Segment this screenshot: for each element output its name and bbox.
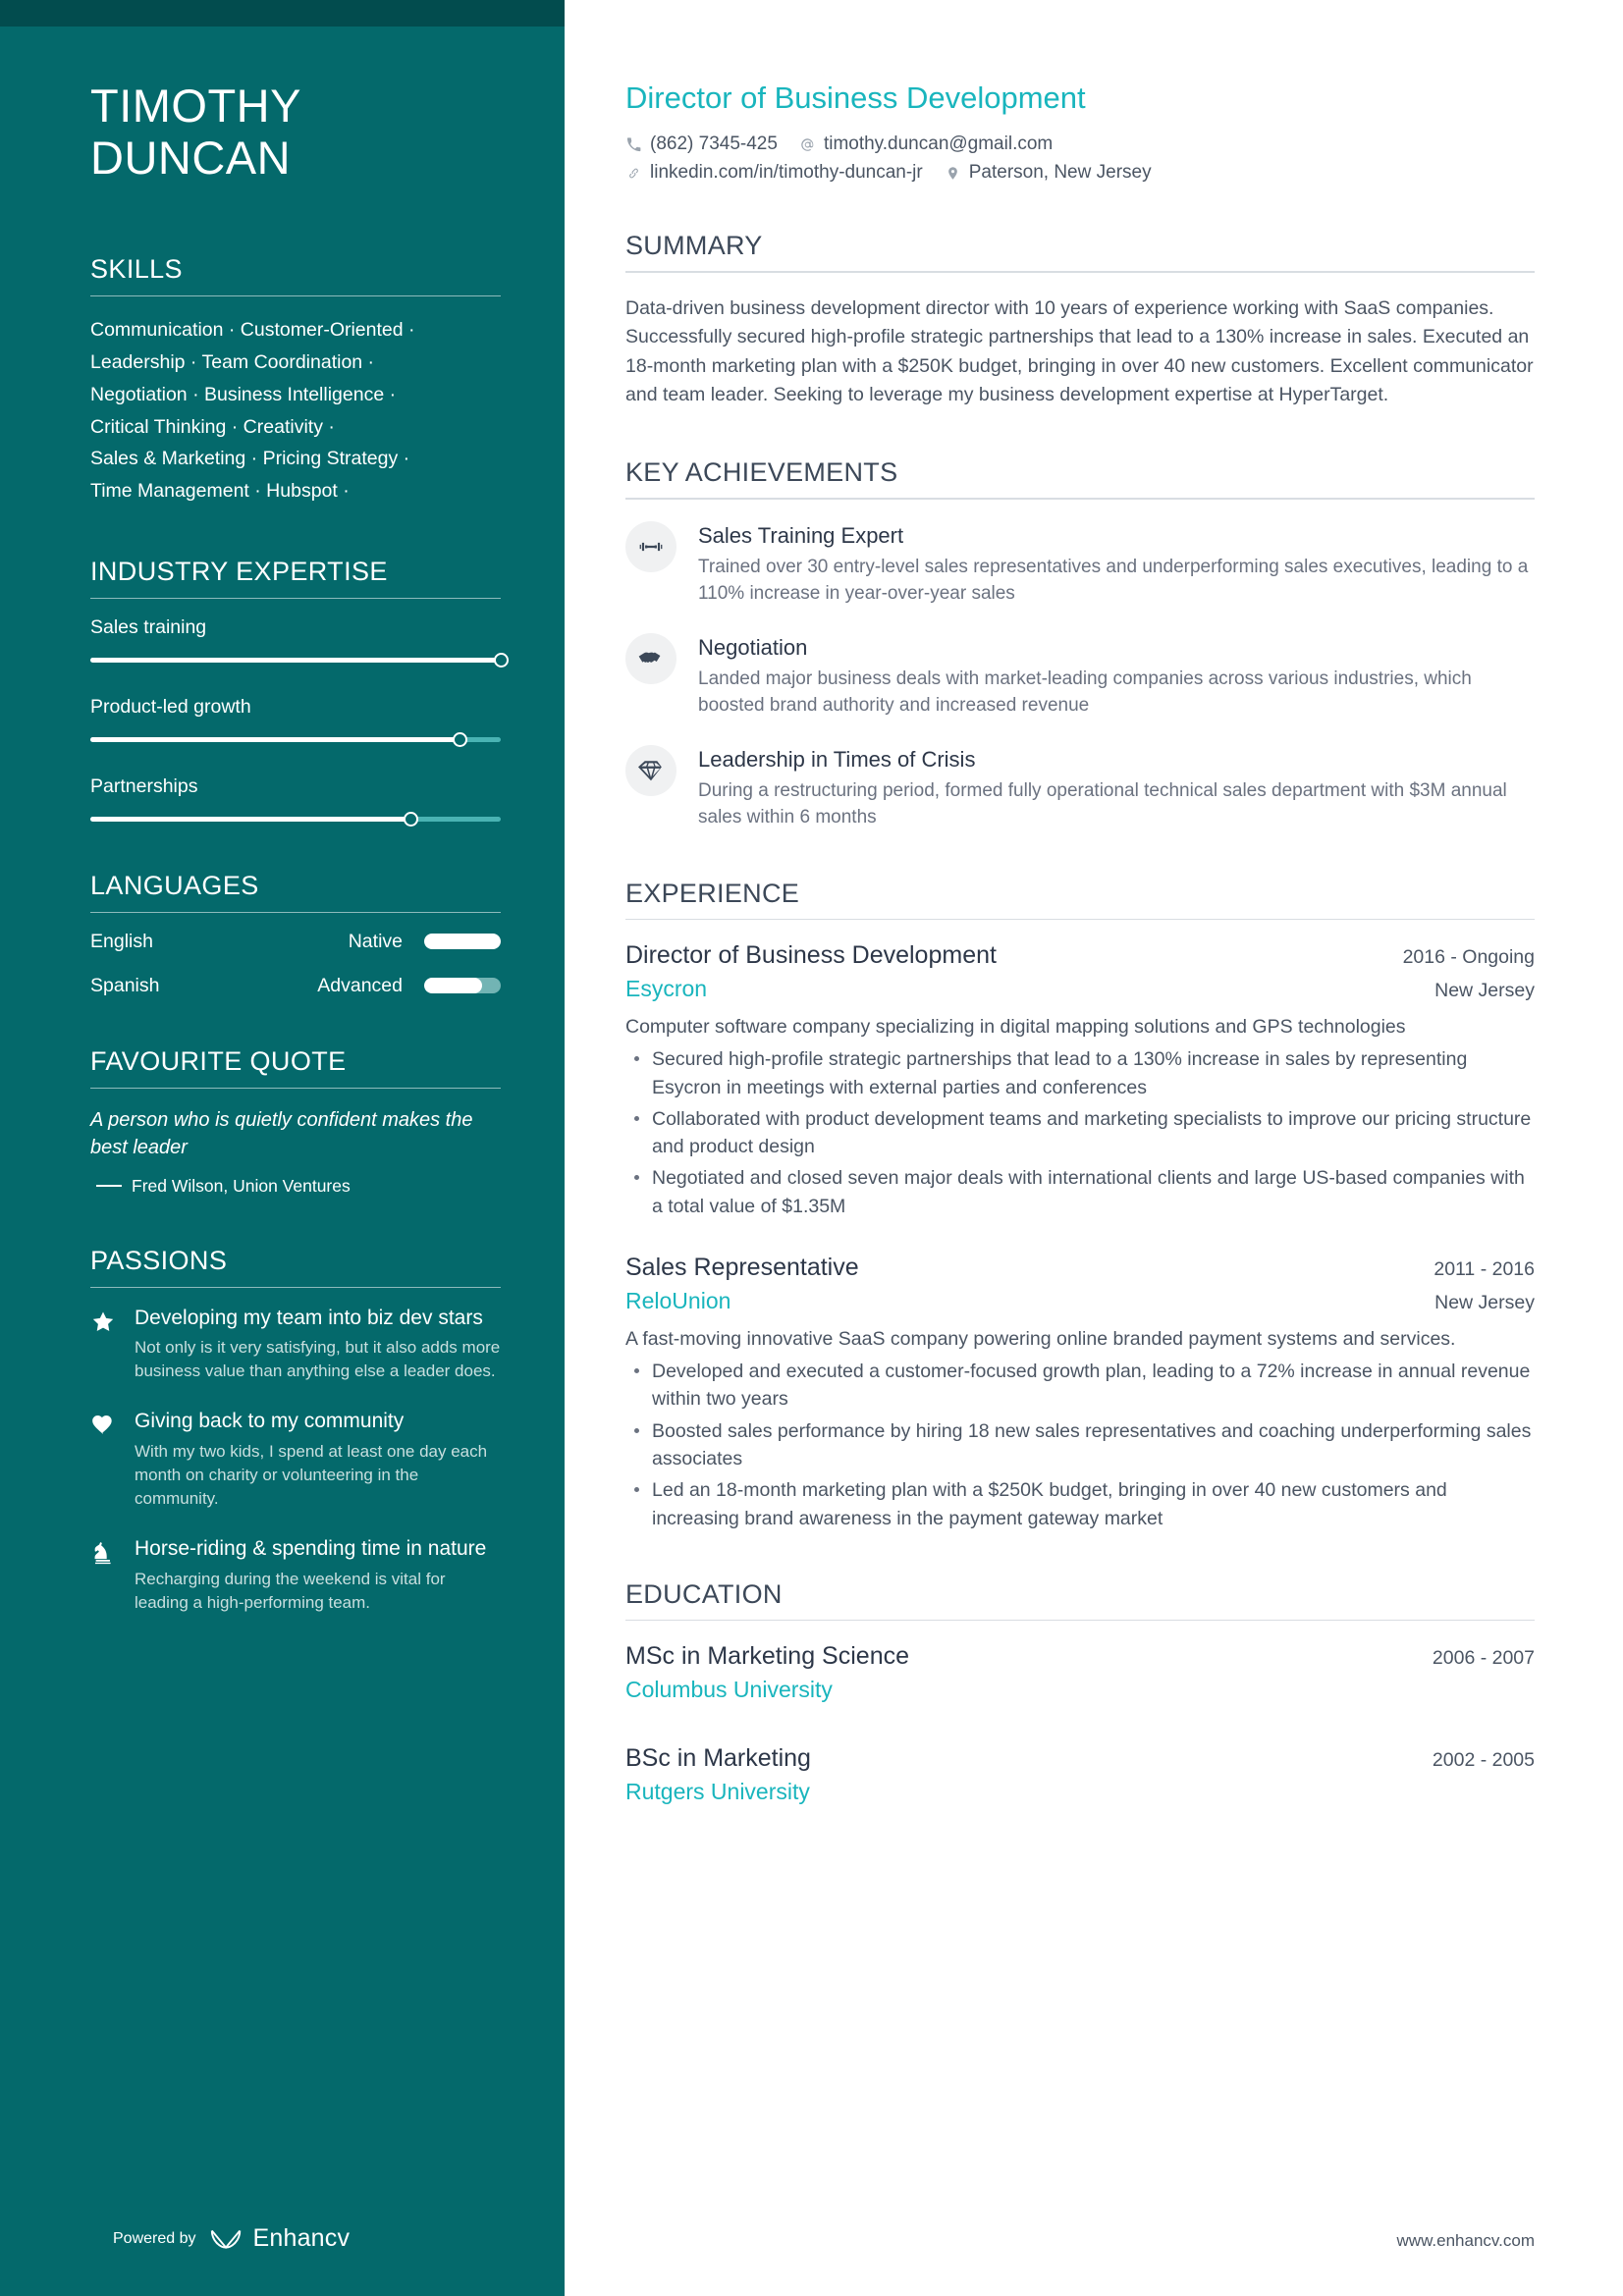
passion-description: Recharging during the weekend is vital for leading a high-performing team. [135, 1570, 446, 1613]
education-degree: BSc in Marketing [625, 1744, 811, 1773]
expertise-slider [90, 775, 501, 822]
education-entry [625, 1744, 1535, 1805]
skills-list [90, 314, 501, 507]
achievement-item [625, 745, 1535, 831]
industry-expertise-divider [90, 598, 501, 599]
powered-by-enhancv [113, 2224, 350, 2253]
key-achievements-heading: KEY ACHIEVEMENTS [625, 457, 898, 488]
powered-by-label: Powered by [113, 2229, 196, 2247]
languages-divider [90, 912, 501, 913]
language-name: English [90, 930, 153, 952]
experience-bullets [625, 1358, 1535, 1532]
experience-company: Esycron [625, 976, 708, 1002]
experience-bullet: Led an 18-month marketing plan with a $250K budget, bringing in over 40 new customers and increasing brand awareness in the payment gateway market [625, 1476, 1535, 1532]
experience-role: Sales Representative [625, 1253, 859, 1281]
quote-dash-icon [96, 1185, 122, 1187]
expertise-fill [90, 817, 410, 822]
contact-row [625, 162, 1535, 184]
key-achievements-divider [625, 498, 1535, 500]
education-section [625, 1579, 1535, 1806]
skill-row: Leadership · Team Coordination · [90, 351, 375, 373]
skills-heading: SKILLS [90, 254, 183, 285]
achievement-item [625, 521, 1535, 608]
page-title: Director of Business Development [625, 80, 1086, 115]
contact-location [945, 162, 1152, 184]
skills-divider [90, 295, 501, 296]
languages-heading: LANGUAGES [90, 870, 259, 900]
name-first: TIMOTHY [90, 80, 301, 132]
language-row [90, 931, 501, 953]
skills-section [90, 254, 501, 507]
experience-role: Director of Business Development [625, 941, 997, 970]
expertise-track[interactable] [90, 737, 501, 742]
languages-section [90, 871, 501, 997]
experience-bullets [625, 1045, 1535, 1220]
contact-row [625, 133, 1535, 155]
skill-row: Negotiation · Business Intelligence · [90, 383, 397, 405]
summary-heading: SUMMARY [625, 231, 763, 260]
expertise-fill [90, 658, 501, 663]
chess-knight-icon [90, 1536, 118, 1615]
expertise-slider [90, 696, 501, 742]
diamond-icon [625, 745, 676, 796]
expertise-fill [90, 737, 460, 742]
experience-divider [625, 919, 1535, 921]
summary-divider [625, 271, 1535, 273]
at-icon [799, 136, 816, 153]
skill-row: Communication · Customer-Oriented · [90, 319, 415, 342]
passions-section [90, 1246, 501, 1616]
industry-expertise-section [90, 557, 501, 822]
passion-description: With my two kids, I spend at least one day each month on charity or volunteering in the community. [135, 1442, 488, 1509]
favourite-quote-heading: FAVOURITE QUOTE [90, 1045, 347, 1076]
passion-title: Developing my team into biz dev stars [135, 1306, 483, 1329]
key-achievements-section [625, 457, 1535, 830]
language-bar [424, 978, 501, 993]
passion-item [90, 1409, 501, 1511]
experience-section [625, 879, 1535, 1532]
skill-row: Time Management · Hubspot · [90, 480, 350, 502]
passion-description: Not only is it very satisfying, but it also adds more business value than anything else a leader does. [135, 1338, 501, 1381]
achievement-description: Trained over 30 entry-level sales representatives and underperforming sales executives, leading to a 110% increase in year-over-year sales [698, 556, 1529, 604]
experience-location: New Jersey [1434, 980, 1535, 1002]
experience-bullet: Secured high-profile strategic partnerships that lead to a 130% increase in sales by representing Esycron in meetings with external parties and conferences [625, 1045, 1535, 1101]
skill-row: Critical Thinking · Creativity · [90, 415, 335, 438]
achievement-title: Sales Training Expert [698, 522, 904, 548]
experience-bullet: Developed and executed a customer-focused growth plan, leading to a 72% increase in annual revenue within two years [625, 1358, 1535, 1414]
handshake-icon [625, 633, 676, 684]
experience-date: 2016 - Ongoing [1402, 946, 1535, 969]
name-last: DUNCAN [90, 131, 292, 184]
expertise-track[interactable] [90, 658, 501, 663]
summary-text: Data-driven business development director with 10 years of experience working with SaaS companies. Successfully secured high-profile strategic partnerships that lead to a 130% increase in sales. Executed an 18-month marketing plan with a $250K budget, bringing in over 40 new customers. Excellent communicator and team leader. Seeking to leverage my business development expertise at HyperTarget. [625, 296, 1534, 406]
education-heading: EDUCATION [625, 1578, 783, 1609]
passion-title: Giving back to my community [135, 1410, 405, 1433]
experience-date: 2011 - 2016 [1434, 1257, 1535, 1280]
language-row [90, 975, 501, 997]
language-level: Advanced [317, 974, 403, 996]
contact-linkedin-text: linkedin.com/in/timothy-duncan-jr [650, 162, 923, 183]
enhancv-mark-icon [208, 2226, 245, 2252]
expertise-knob[interactable] [453, 732, 467, 747]
location-pin-icon [945, 165, 961, 182]
experience-entry [625, 1254, 1535, 1532]
experience-description: A fast-moving innovative SaaS company powering online branded payment systems and services. [625, 1327, 1456, 1350]
contact-linkedin[interactable] [625, 162, 923, 184]
expertise-label: Sales training [90, 615, 207, 638]
site-url: www.enhancv.com [1396, 2231, 1535, 2250]
experience-company: ReloUnion [625, 1287, 731, 1313]
education-school: Columbus University [625, 1677, 833, 1703]
enhancv-logo [208, 2224, 351, 2253]
education-entry [625, 1642, 1535, 1703]
education-date: 2006 - 2007 [1432, 1647, 1535, 1670]
contact-email[interactable] [799, 133, 1053, 155]
enhancv-wordmark: Enhancv [252, 2224, 351, 2252]
passion-title: Horse-riding & spending time in nature [135, 1537, 487, 1561]
language-bar-fill [424, 934, 501, 949]
education-divider [625, 1620, 1535, 1622]
language-name: Spanish [90, 974, 160, 996]
passion-item [90, 1306, 501, 1384]
quote-author-name: Fred Wilson, Union Ventures [132, 1175, 351, 1196]
contact-phone[interactable] [625, 133, 778, 155]
contact-location-text: Paterson, New Jersey [968, 162, 1152, 183]
contact-phone-text: (862) 7345-425 [650, 133, 778, 154]
link-icon [625, 165, 642, 182]
passions-heading: PASSIONS [90, 1245, 228, 1275]
education-degree: MSc in Marketing Science [625, 1642, 910, 1671]
passion-item [90, 1536, 501, 1615]
expertise-knob[interactable] [494, 653, 509, 667]
sidebar [0, 0, 565, 2296]
dumbbell-icon [625, 521, 676, 572]
experience-entry [625, 941, 1535, 1220]
experience-bullet: Boosted sales performance by hiring 18 new sales representatives and coaching underperforming sales associates [625, 1417, 1535, 1473]
expertise-knob[interactable] [404, 812, 418, 827]
experience-location: New Jersey [1434, 1291, 1535, 1313]
contact-info [625, 133, 1535, 184]
achievement-title: Negotiation [698, 634, 808, 660]
main-content [565, 0, 1623, 2296]
heart-icon [90, 1409, 118, 1511]
achievement-item [625, 633, 1535, 720]
language-level: Native [348, 930, 403, 952]
contact-email-text: timothy.duncan@gmail.com [823, 133, 1054, 154]
education-date: 2002 - 2005 [1432, 1749, 1535, 1772]
candidate-name [90, 80, 501, 184]
expertise-track[interactable] [90, 817, 501, 822]
summary-section [625, 231, 1535, 410]
achievement-title: Leadership in Times of Crisis [698, 746, 976, 772]
expertise-label: Product-led growth [90, 695, 251, 718]
achievement-description: Landed major business deals with market-leading companies across various industries, which boosted brand authority and increased revenue [698, 667, 1472, 716]
quote-author [90, 1176, 501, 1197]
achievement-description: During a restructuring period, formed fully operational technical sales department with $3M annual sales within 6 months [698, 779, 1507, 828]
quote-text: A person who is quietly confident makes the best leader [90, 1108, 473, 1159]
sidebar-top-strip [0, 0, 565, 27]
experience-bullet: Negotiated and closed seven major deals with international clients and large US-based companies with a total value of $1.35M [625, 1164, 1535, 1220]
industry-expertise-heading: INDUSTRY EXPERTISE [90, 556, 388, 586]
expertise-label: Partnerships [90, 774, 198, 797]
language-bar-fill [424, 978, 482, 993]
phone-icon [625, 136, 642, 153]
education-school: Rutgers University [625, 1779, 810, 1805]
passions-divider [90, 1287, 501, 1288]
expertise-slider [90, 616, 501, 663]
favourite-quote-section [90, 1046, 501, 1197]
experience-heading: EXPERIENCE [625, 878, 800, 908]
skill-row: Sales & Marketing · Pricing Strategy · [90, 448, 410, 470]
favourite-quote-divider [90, 1088, 501, 1089]
experience-bullet: Collaborated with product development teams and marketing specialists to improve our pricing structure and product design [625, 1105, 1535, 1161]
language-bar [424, 934, 501, 949]
star-icon [90, 1306, 118, 1384]
experience-description: Computer software company specializing in digital mapping solutions and GPS technologies [625, 1016, 1406, 1039]
